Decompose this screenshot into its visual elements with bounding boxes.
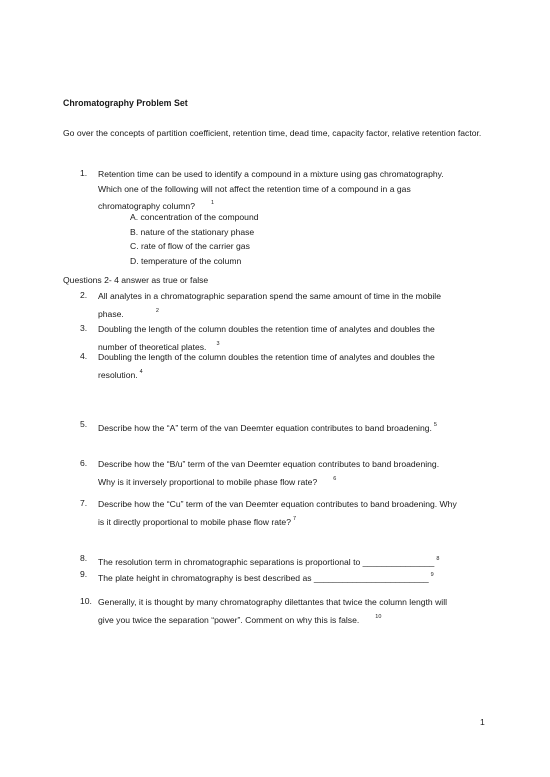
question-line [98,472,498,490]
footnote-ref: 5 [433,422,437,428]
document-title: Chromatography Problem Set [63,98,188,108]
question-number: 9. [80,569,88,579]
question-text [98,167,498,214]
question-line-text: is it directly proportional to mobile phase flow rate? [98,516,291,527]
option-d: D. temperature of the column [130,256,242,267]
question-number: 7. [80,498,88,508]
question-text [98,595,498,627]
footnote-ref: 9 [430,572,434,578]
footnote-ref: 10 [375,613,382,620]
question-text [98,350,498,382]
page-number: 1 [480,717,485,727]
option-b: B. nature of the stationary phase [130,226,255,237]
question-line-text: Describe how the “A” term of the van Deemter equation contributes to band broadening. [98,423,432,433]
question-line-text: number of theoretical plates. [98,341,207,352]
question-line [98,568,498,586]
question-line: Which one of the following will not affect the retention time of a compound in a gas [98,183,411,194]
intro-paragraph: Go over the concepts of partition coefficient, retention time, dead time, capacity factor, relative retention factor. [63,128,482,138]
question-number: 4. [80,351,88,361]
question-text [98,457,498,489]
footnote-ref: 7 [292,515,297,522]
question-line: Describe how the “B/u” term of the van Deemter equation contributes to band broadening. [98,459,440,469]
question-line: Doubling the length of the column doubles the retention time of analytes and doubles the [98,352,435,362]
footnote-ref: 2 [155,307,159,314]
footnote-ref: 6 [333,475,337,482]
option-a: A. concentration of the compound [130,212,259,222]
answer-options [130,210,259,269]
question-text [98,497,498,529]
question-line-text: phase. [98,308,124,319]
question-line-text: The resolution term in chromatographic separations is proportional to _______________ [98,557,435,567]
question-line: Doubling the length of the column doubles the retention time of analytes and doubles the [98,324,435,334]
question-text [98,289,498,321]
question-line: Generally, it is thought by many chromatography dilettantes that twice the column length will [98,597,448,607]
question-line [98,418,498,436]
question-line [98,512,498,530]
question-line-text: The plate height in chromatography is best described as ________________________ [98,573,429,583]
question-number: 2. [80,290,88,300]
question-number: 6. [80,458,88,468]
footnote-ref: 8 [436,556,440,562]
question-line: Describe how the “Cu” term of the van Deemter equation contributes to band broadening. Why [98,499,457,509]
question-line: All analytes in a chromatographic separation spend the same amount of time in the mobile [98,291,441,301]
question-line-text: resolution. [98,369,138,380]
question-text [98,552,498,570]
question-line-text: chromatography column? [98,201,195,211]
question-number: 8. [80,553,88,563]
question-line-text: Why is it inversely proportional to mobile phase flow rate? [98,476,318,487]
footnote-ref: 3 [216,340,220,347]
question-text [98,418,498,436]
question-number: 1. [80,168,88,178]
section-label: Questions 2- 4 answer as true or false [63,275,209,285]
question-number: 3. [80,323,88,333]
question-number: 10. [80,596,92,606]
option-c: C. rate of flow of the carrier gas [130,241,250,252]
footnote-ref: 1 [210,200,215,206]
footnote-ref: 4 [139,368,143,375]
question-line: Retention time can be used to identify a compound in a mixture using gas chromatography. [98,169,444,179]
question-line [98,304,498,322]
question-line [98,365,498,383]
question-line-text: give you twice the separation “power”. Comment on why this is false. [98,614,360,625]
question-line [98,552,498,570]
question-number: 5. [80,419,88,429]
question-text [98,568,498,586]
question-line [98,610,498,628]
